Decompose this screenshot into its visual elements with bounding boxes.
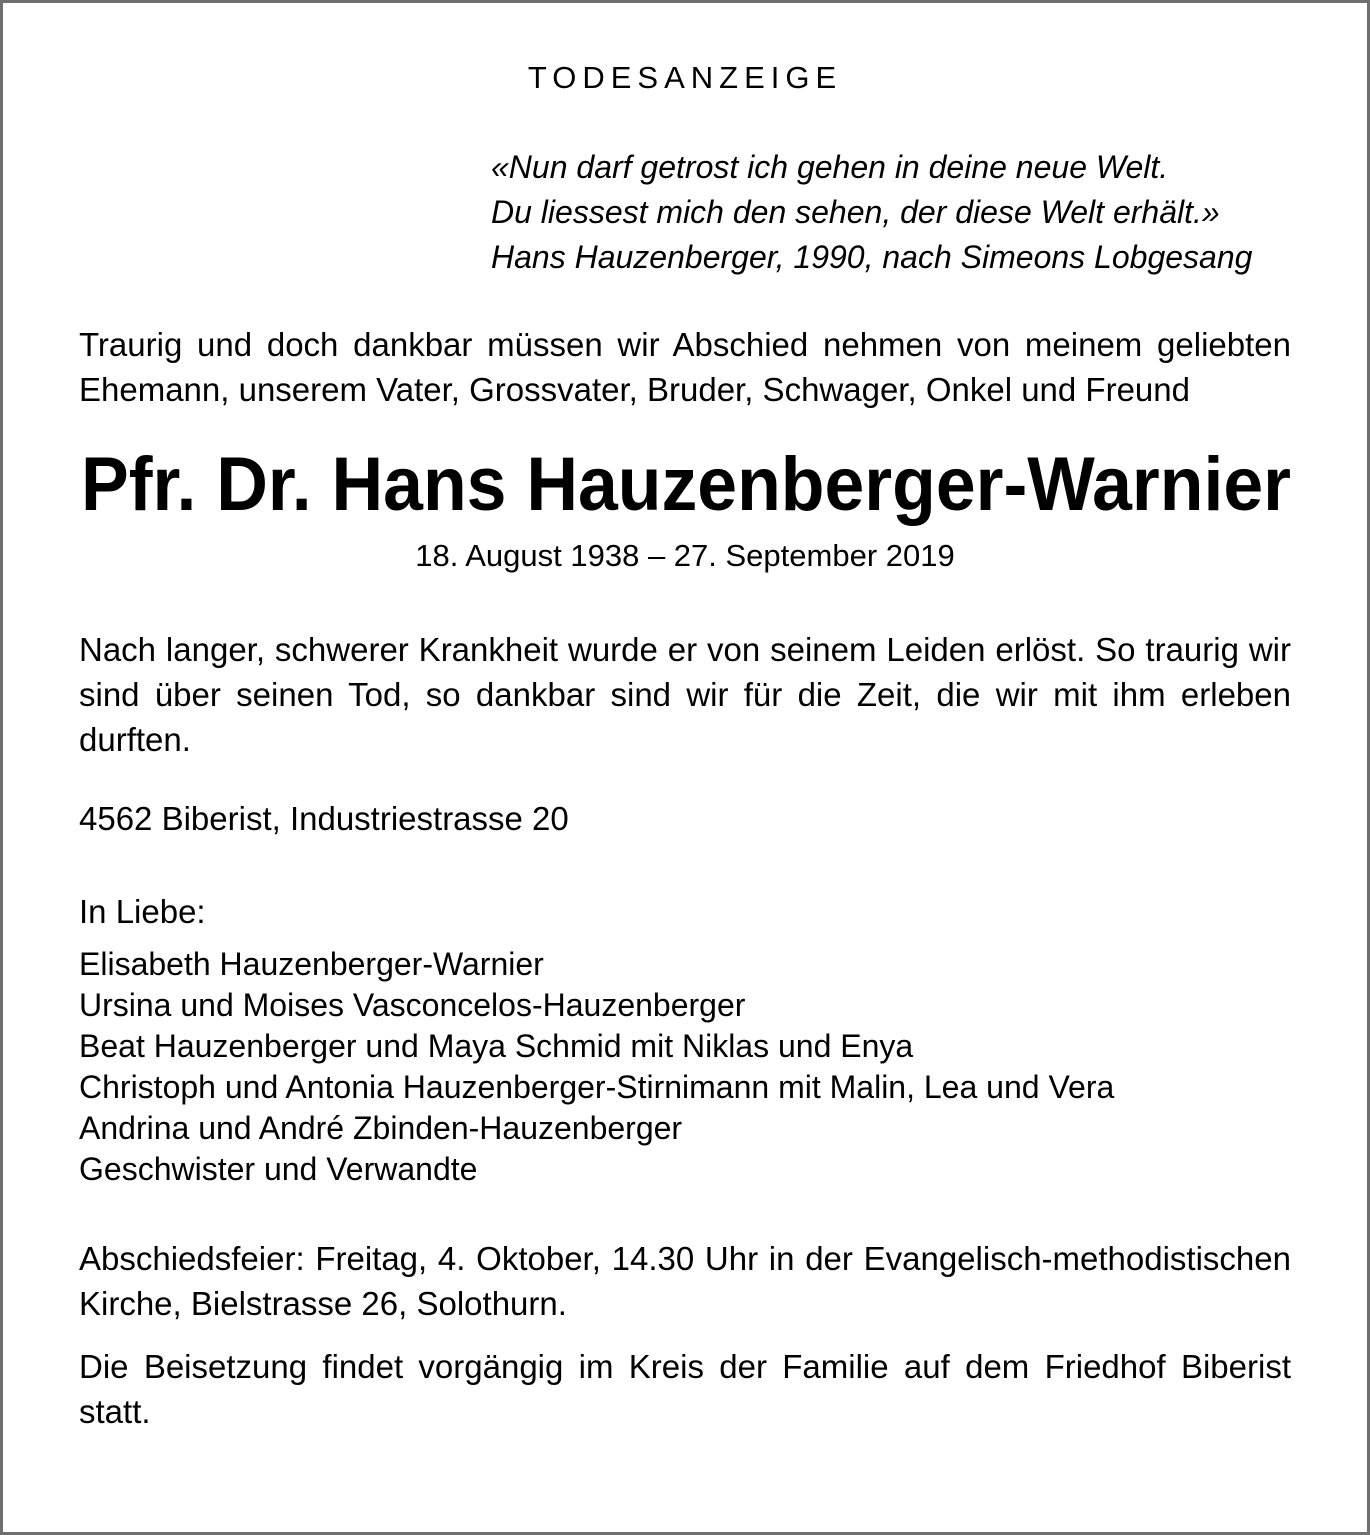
mourner-line: Geschwister und Verwandte	[79, 1151, 478, 1187]
burial-paragraph: Die Beisetzung findet vorgängig im Kreis der Familie auf dem Friedhof Biberist statt.	[79, 1348, 1291, 1430]
deceased-name-row	[79, 436, 1291, 528]
mourner-line: Elisabeth Hauzenberger-Warnier	[79, 946, 544, 982]
obituary-paragraph: Nach langer, schwerer Krankheit wurde er von seinem Leiden erlöst. So traurig wir sind über seinen Tod, so dankbar sind wir für die Zeit, die wir mit ihm erleben durften.	[79, 631, 1291, 758]
mourners-list	[79, 944, 1291, 1190]
quote-line-2: Du liessest mich den sehen, der diese Welt erhält.»	[491, 194, 1220, 230]
mourner-line: Christoph und Antonia Hauzenberger-Stirnimann mit Malin, Lea und Vera	[79, 1069, 1115, 1105]
deceased-name-svg	[79, 436, 1294, 528]
farewell-paragraph: Abschiedsfeier: Freitag, 4. Oktober, 14.30 Uhr in der Evangelisch-methodistischen Kirche, Bielstrasse 26, Solothurn.	[79, 1240, 1291, 1322]
quote-line-1: «Nun darf getrost ich gehen in deine neue Welt.	[491, 149, 1169, 185]
in-love-label: In Liebe:	[79, 893, 206, 930]
mourner-line: Ursina und Moises Vasconcelos-Hauzenberger	[79, 987, 746, 1023]
deceased-name: Pfr. Dr. Hans Hauzenberger-Warnier	[81, 442, 1291, 527]
address-line: 4562 Biberist, Industriestrasse 20	[79, 800, 569, 837]
quote-attribution: Hans Hauzenberger, 1990, nach Simeons Lobgesang	[491, 239, 1253, 275]
mourner-line: Andrina und André Zbinden-Hauzenberger	[79, 1110, 683, 1146]
mourner-line: Beat Hauzenberger und Maya Schmid mit Niklas und Enya	[79, 1028, 914, 1064]
intro-paragraph: Traurig und doch dankbar müssen wir Abschied nehmen von meinem geliebten Ehemann, unserem Vater, Grossvater, Bruder, Schwager, Onkel und Freund	[79, 326, 1291, 408]
life-dates: 18. August 1938 – 27. September 2019	[415, 538, 955, 573]
quote-block	[491, 145, 1291, 280]
notice-type-heading: TODESANZEIGE	[527, 60, 843, 95]
